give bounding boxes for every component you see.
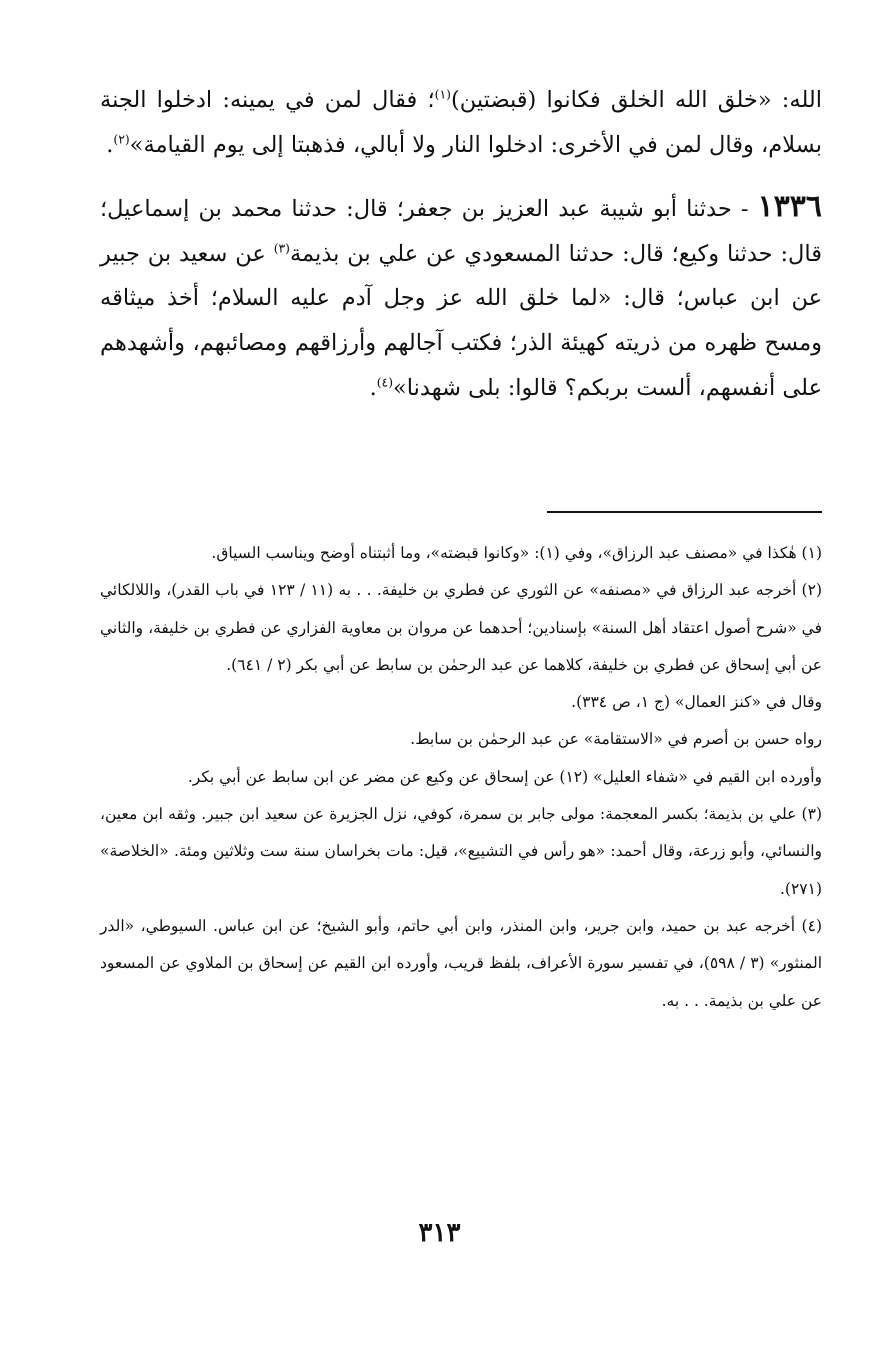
footnote: وأورده ابن القيم في «شفاء العليل» (١٢) عن إسحاق عن وكيع عن مضر عن ابن سابط عن أبي بكر. [187, 767, 822, 786]
footnotes [100, 535, 822, 1020]
hadith-1336 [100, 185, 822, 410]
footnote-ref: (٣) [273, 241, 290, 256]
footnote-separator [547, 511, 822, 513]
footnote-ref: (٢) [113, 132, 130, 147]
footnote-ref: (١) [434, 87, 451, 102]
footnote: (١) هٰكذا في «مصنف عبد الرزاق»، وفي (١): «وكانوا قبضته»، وما أثبتناه أوضح ويناسب السياق. [211, 544, 822, 562]
page-number: ٣١٣ [418, 1218, 461, 1248]
main-text [100, 78, 822, 410]
text-run: . [369, 374, 377, 401]
hadith-number: ١٣٣٦ [757, 189, 822, 225]
footnote-ref: (٤) [376, 375, 394, 390]
paragraph-continuation [100, 78, 822, 167]
footnote: (٢) أخرجه عبد الرزاق في «مصنفه» عن الثوري عن فطري بن خليفة. . . به (١١ / ١٢٣ في باب القدر)، واللالكائي في «شرح أصول اعتقاد أهل السنة» بإسنادين؛ أحدهما عن مروان بن معاوية الفزاري عن فطري بن خليفة، والثاني عن أبي إسحاق عن فطري بن خليفة، كلاهما عن عبد الرحمٰن بن سابط عن أبي بكر (٢ / ٦٤١). [100, 581, 822, 674]
text-run: عن سعيد بن جبير عن ابن عباس؛ قال: «لما خلق الله عز وجل آدم عليه السلام؛ أخذ ميثاقه ومسح ظهره من ذريته كهيئة الذر؛ فكتب آجالهم وأرزاقهم ومصائبهم، وأشهدهم على أنفسهم، ألست بربكم؟ قالوا: بلى شهدنا» [100, 240, 822, 401]
text-run: . [106, 131, 114, 158]
footnote: (٣) علي بن بذيمة؛ بكسر المعجمة: مولى جابر بن سمرة، كوفي، نزل الجزيرة عن سعيد ابن جبير. وثقه ابن معين، والنسائي، وأبو زرعة، وقال أحمد: «هو رأس في التشييع»، قيل: مات بخراسان سنة ست وثلاثين ومئة. «الخلاصة» (٢٧١). [100, 805, 822, 898]
text-run: ؛ فقال لمن في يمينه: ادخلوا الجنة بسلام، وقال لمن في الأخرى: ادخلوا النار ولا أبالي، فذهبتا إلى يوم القيامة» [100, 87, 822, 158]
footnote: وقال في «كنز العمال» (ج ١، ص ٣٣٤). [571, 693, 822, 712]
text-run: - حدثنا أبو شيبة عبد العزيز بن جعفر؛ قال: حدثنا محمد بن إسماعيل؛ قال: حدثنا وكيع؛ قال: حدثنا المسعودي عن علي بن بذيمة [100, 196, 823, 267]
footnote: رواه حسن بن أصرم في «الاستقامة» عن عبد الرحمٰن بن سابط. [410, 730, 822, 749]
footnote: (٤) أخرجه عبد بن حميد، وابن جرير، وابن المنذر، وابن أبي حاتم، وأبو الشيخ؛ عن ابن عباس. السيوطي، «الدر المنثور» (٣ / ٥٩٨)، في تفسير سورة الأعراف، بلفظ قريب، وأورده ابن القيم عن إسحاق بن الملاوي عن المسعود عن علي بن بذيمة. . . به. [100, 916, 823, 1010]
text-run: الله: «خلق الله الخلق فكانوا (قبضتين) [450, 87, 822, 113]
